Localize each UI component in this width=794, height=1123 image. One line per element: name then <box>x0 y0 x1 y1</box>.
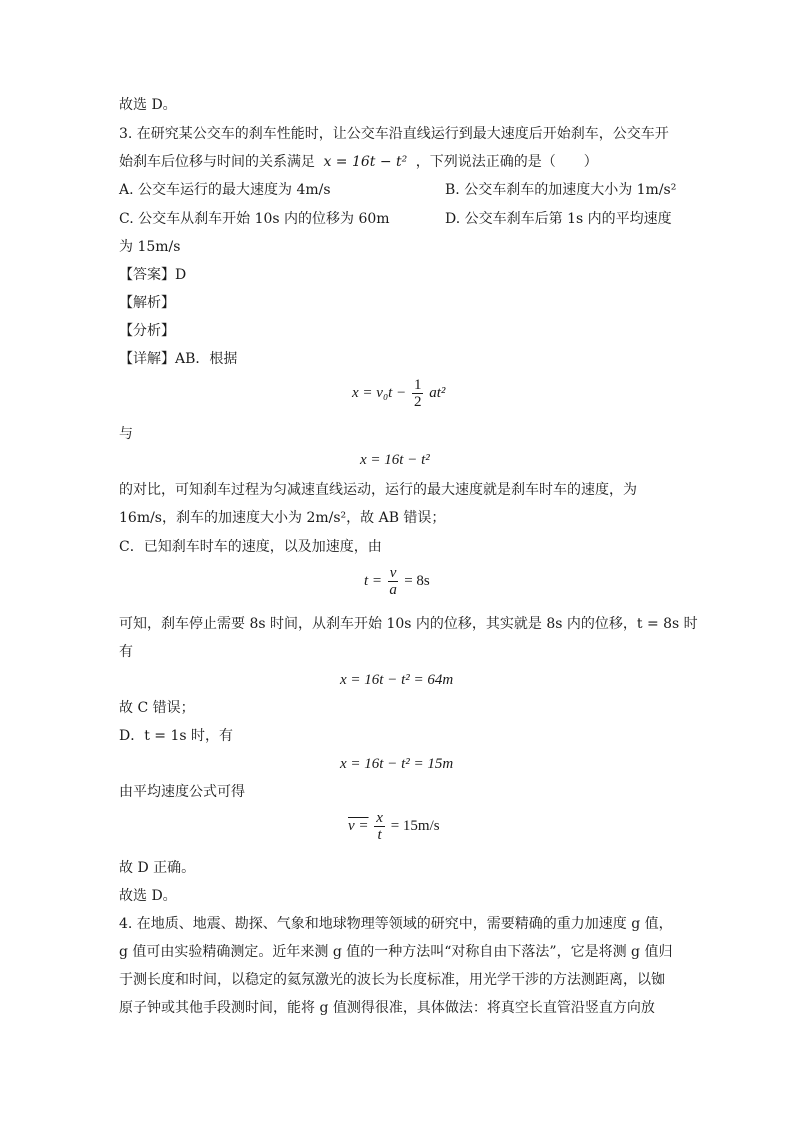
q3-option-d-continued: 为 15m/s <box>119 239 181 255</box>
previous-answer-choice: 故选 D。 <box>119 97 177 113</box>
q3-option-a: A. 公交车运行的最大速度为 4m/s <box>119 182 331 198</box>
q3-stem-text-a: 始刹车后位移与时间的关系满足 <box>119 154 315 170</box>
q3-stem-line-2 <box>119 152 598 172</box>
equation-1-numerator: 1 <box>413 377 422 393</box>
equation-6-denominator: t <box>377 827 382 843</box>
c-text-line-2: 有 <box>119 644 133 660</box>
q3-option-b: B. 公交车刹车的加速度大小为 1m/s² <box>445 182 677 198</box>
equation-4: x = 16t − t² = 64m <box>340 672 454 688</box>
equation-1-denominator: 2 <box>413 394 422 410</box>
d-correct: 故 D 正确。 <box>119 860 196 876</box>
equation-3-numerator: v <box>389 565 397 581</box>
compare-line-1: 的对比，可知刹车过程为匀减速直线运动，运行的最大速度就是刹车时车的速度，为 <box>119 482 637 498</box>
equation-1-rhs: at² <box>429 384 446 401</box>
equation-3-denominator: a <box>389 582 397 598</box>
q4-line-2: g 值可由实验精确测定。近年来测 g 值的一种方法叫“对称自由下落法”，它是将测 g 值归 <box>119 944 673 960</box>
equation-average-velocity <box>348 810 440 843</box>
yu-text: 与 <box>119 426 133 442</box>
equation-time <box>364 565 430 598</box>
equation-1-lhs: x = v₀t − <box>352 384 407 401</box>
q4-line-4: 原子钟或其他手段测时间，能将 g 值测得很准，具体做法：将真空长直管沿竖直方向放 <box>119 1000 655 1016</box>
analysis-label: 【解析】 <box>119 295 175 311</box>
q3-stem-text-b: ，下列说法正确的是（ ） <box>415 154 598 170</box>
equation-1-fraction <box>412 377 424 410</box>
q3-option-c: C. 公交车从刹车开始 10s 内的位移为 60m <box>119 211 390 227</box>
q4-line-3: 于测长度和时间，以稳定的氦氖激光的波长为长度标准，用光学干涉的方法测距离，以铷 <box>119 972 665 988</box>
equation-5: x = 16t − t² = 15m <box>340 756 454 772</box>
d-intro: D．t = 1s 时，有 <box>119 728 234 744</box>
equation-6-fraction <box>374 810 385 843</box>
q4-line-1: 4. 在地质、地震、勘探、气象和地球物理等领域的研究中，需要精确的重力加速度 g 值， <box>119 916 673 932</box>
answer-label: 【答案】D <box>119 267 187 283</box>
compare-line-2: 16m/s，刹车的加速度大小为 2m/s²，故 AB 错误； <box>119 510 446 526</box>
equation-3-fraction <box>388 565 399 598</box>
equation-6-rhs: = 15m/s <box>390 817 440 834</box>
q3-option-d: D. 公交车刹车后第 1s 内的平均速度 <box>445 211 672 227</box>
c-intro: C．已知刹车时车的速度，以及加速度，由 <box>119 539 382 555</box>
equation-6-lhs: v = <box>348 817 369 834</box>
q3-stem-line-1: 3. 在研究某公交车的刹车性能时，让公交车沿直线运行到最大速度后开始刹车，公交车开 <box>119 126 669 142</box>
equation-3-rhs: = 8s <box>404 572 430 589</box>
equation-2: x = 16t − t² <box>360 452 430 468</box>
detail-intro: 【详解】AB．根据 <box>119 351 238 367</box>
equation-3-lhs: t = <box>364 572 383 589</box>
final-answer-choice: 故选 D。 <box>119 888 177 904</box>
q3-stem-equation: x = 16t − t² <box>323 154 408 170</box>
avg-intro: 由平均速度公式可得 <box>119 784 245 800</box>
equation-6-numerator: x <box>376 810 383 826</box>
c-wrong: 故 C 错误； <box>119 700 195 716</box>
equation-kinematics <box>352 377 445 410</box>
c-text-line-1: 可知，刹车停止需要 8s 时间，从刹车开始 10s 内的位移，其实就是 8s 内的位移，t = 8s 时 <box>119 616 698 632</box>
fenxi-label: 【分析】 <box>119 323 175 339</box>
